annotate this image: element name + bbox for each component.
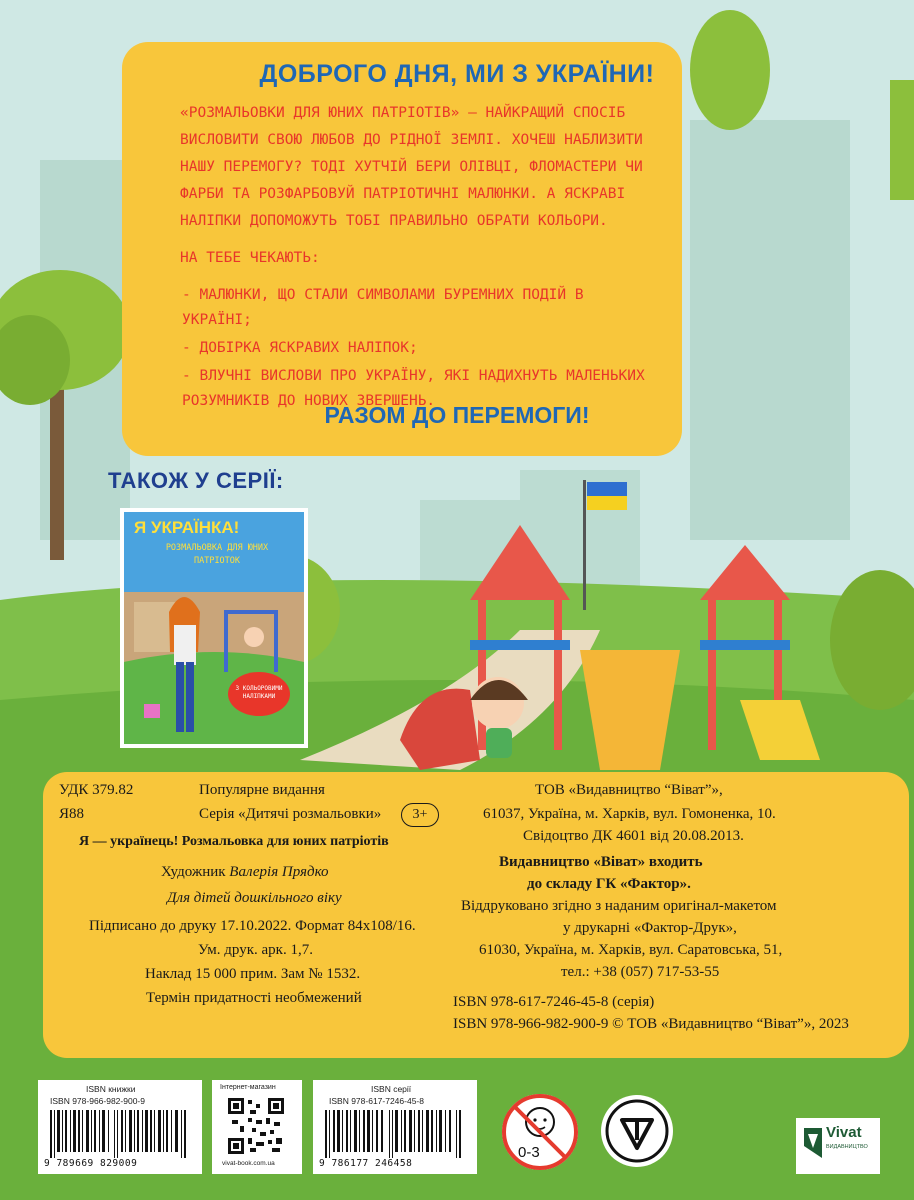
list-item: - ВЛУЧНІ ВИСЛОВИ ПРО УКРАЇНУ, ЯКІ НАДИХНУТЬ МАЛЕНЬКИХ РОЗУМНИКІВ ДО НОВИХ ЗВЕРШЕНЬ.: [182, 368, 645, 409]
audience: Для дітей дошкільного віку: [167, 890, 342, 906]
print-run: Наклад 15 000 прим. Зам № 1532.: [145, 966, 361, 982]
print-sheets: Ум. друк. арк. 1,7.: [198, 942, 313, 958]
no-small-children-icon: [500, 1092, 580, 1172]
vivat-logo-name: Vivat: [826, 1124, 862, 1141]
series-barcode: [323, 1110, 467, 1158]
book-barcode-digits: 9 789669 829009: [44, 1158, 138, 1169]
series-book-cover: [120, 508, 308, 748]
vivat-logo-tagline: ВИДАВНИЦТВО: [826, 1144, 868, 1150]
edition-type: Популярне видання: [199, 782, 325, 798]
group-line-1: Видавництво «Віват» входить: [499, 854, 703, 870]
conformity-icon: [600, 1094, 674, 1168]
shop-label[interactable]: Інтернет-магазин: [220, 1084, 276, 1091]
series-line: Серія «Дитячі розмальовки»: [199, 806, 382, 822]
publisher-name: ТОВ «Видавництво “Віват”»,: [535, 782, 723, 798]
isbn-series: ISBN 978-617-7246-45-8 (серія): [453, 994, 655, 1010]
book-barcode-label: ISBN книжки: [86, 1084, 136, 1094]
age-warning: [500, 1092, 580, 1172]
series-barcode-digits: 9 786177 246458: [319, 1158, 413, 1169]
book-barcode-isbn: ISBN 978-966-982-900-9: [50, 1096, 145, 1106]
book-title: Я — українець! Розмальовка для юних патріотів: [79, 834, 389, 849]
signed-to-print: Підписано до друку 17.10.2022. Формат 84х108/16.: [89, 918, 416, 934]
printed-line-1: Віддруковано згідно з наданим оригінал-макетом: [461, 898, 777, 914]
author-mark: Я88: [59, 806, 85, 822]
series-barcode-isbn: ISBN 978-617-7246-45-8: [329, 1096, 424, 1106]
artist-name: Валерія Прядко: [229, 864, 329, 880]
vivat-logo: [796, 1118, 880, 1174]
isbn-book-value: ISBN 978-966-982-900-9: [453, 1016, 609, 1032]
copyright: © ТОВ «Видавництво “Віват”», 2023: [612, 1016, 849, 1032]
book-barcode-block: [38, 1080, 202, 1174]
cover-subtitle: РОЗМАЛЬОВКА ДЛЯ ЮНИХ ПАТРІОТОК: [165, 543, 269, 566]
publisher-address: 61037, Україна, м. Харків, вул. Гомоненка, 10.: [483, 806, 776, 822]
imprint-panel: [43, 772, 909, 1058]
age-restriction-label: 0-3: [518, 1144, 540, 1161]
greeting-title: ДОБРОГО ДНЯ, МИ З УКРАЇНИ!: [259, 60, 655, 88]
udk-code: УДК 379.82: [59, 782, 134, 798]
shop-url[interactable]: vivat-book.com.ua: [222, 1160, 275, 1167]
phone: тел.: +38 (057) 717-53-55: [561, 964, 720, 980]
certificate: Свідоцтво ДК 4601 від 20.08.2013.: [523, 828, 744, 844]
series-barcode-block: [313, 1080, 477, 1174]
cover-sticker-badge: З КОЛЬОРОВИМИ НАЛІПКАМИ: [228, 672, 290, 716]
printed-line-2: у друкарні «Фактор-Друк»,: [563, 920, 737, 936]
artist-prefix: Художник: [161, 864, 226, 880]
intro-paragraph: «РОЗМАЛЬОВКИ ДЛЯ ЮНИХ ПАТРІОТІВ» — НАЙКРАЩИЙ СПОСІБ ВИСЛОВИТИ СВОЮ ЛЮБОВ ДО РІДНОЇ ЗЕМЛІ. ХОЧЕШ НАБЛИЗИТИ НАШУ ПЕРЕМОГУ? ТОДІ ХУТЧІЙ БЕРИ ОЛІВЦІ, ФЛОМАСТЕРИ ЧИ ФАРБИ ТА РОЗФАРБОВУЙ ПАТРІОТИЧНІ МАЛЮНКИ. А ЯСКРАВІ НАЛІПКИ ДОПОМОЖУТЬ ТОБІ ПРАВИЛЬНО ОБРАТИ КОЛЬОРИ.: [180, 105, 643, 229]
closing-slogan: РАЗОМ ДО ПЕРЕМОГИ!: [324, 402, 590, 428]
list-item: - МАЛЮНКИ, ЩО СТАЛИ СИМВОЛАМИ БУРЕМНИХ ПОДІЙ В УКРАЇНІ;: [182, 287, 584, 328]
cover-illustration: [124, 512, 304, 744]
qr-code-icon[interactable]: [228, 1098, 284, 1154]
isbn-book: [453, 1016, 849, 1033]
book-barcode: [48, 1110, 192, 1158]
awaits-heading: НА ТЕБЕ ЧЕКАЮТЬ:: [180, 250, 320, 266]
list-item: - ДОБІРКА ЯСКРАВИХ НАЛІПОК;: [182, 340, 418, 356]
series-barcode-label: ISBN серії: [371, 1084, 412, 1094]
intro-text: [180, 100, 650, 235]
shop-qr-block: [212, 1080, 302, 1174]
vivat-logo-icon: [802, 1126, 824, 1160]
cover-title: Я УКРАЇНКА!: [134, 518, 240, 537]
age-rating: 3+: [401, 803, 439, 827]
group-line-2: до складу ГК «Фактор».: [527, 876, 691, 892]
awaits-list: [182, 283, 662, 417]
printed-line-3: 61030, Україна, м. Харків, вул. Саратовська, 51,: [479, 942, 783, 958]
series-heading: ТАКОЖ У СЕРІЇ:: [108, 468, 284, 493]
artist-line: [161, 864, 329, 881]
conformity-mark: [600, 1094, 674, 1168]
shelf-life: Термін придатності необмежений: [146, 990, 362, 1006]
